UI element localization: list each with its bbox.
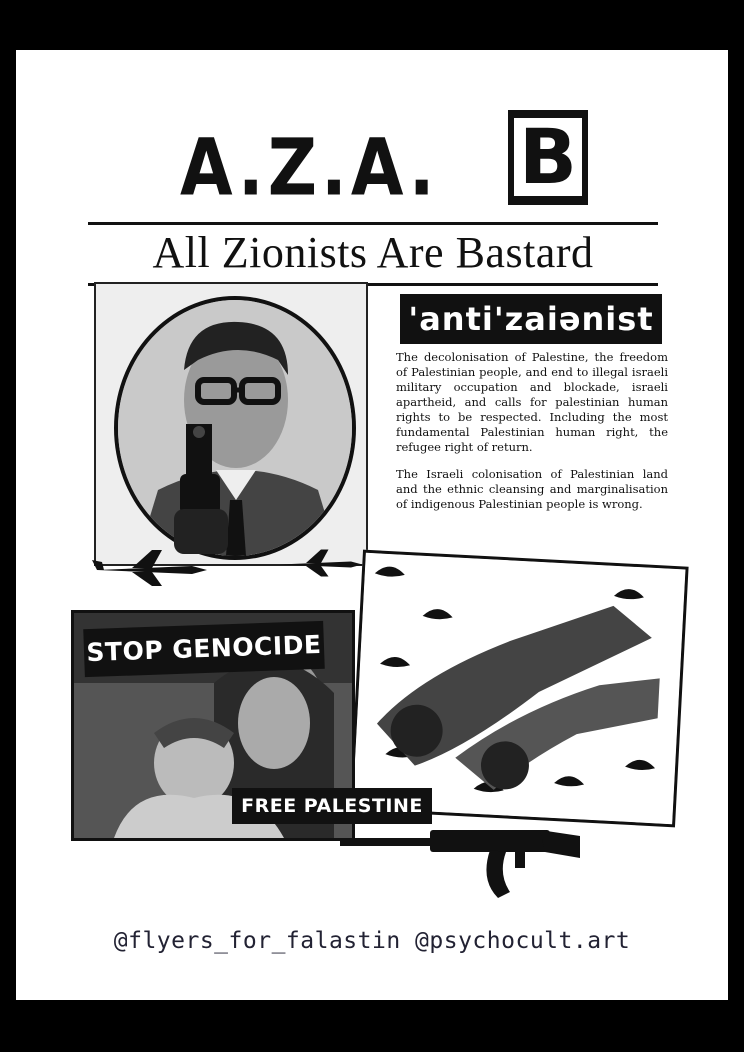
bomber-plane-icon (92, 548, 212, 588)
paragraph-1: The decolonisation of Palestine, the freedom of Palestinian people, and end to illegal israeli military occupation and blockade, israeli apartheid, and calls for palestinian human rights to be respected. Including the most fundamental Palestinian human right, the refugee right of return. (396, 350, 668, 454)
anti-zionist-label: 'anti'zaiənist (400, 294, 662, 344)
paragraph-2: The Israeli colonisation of Palestinian land and the ethnic cleansing and marginalisation of indigenous Palestinian people is wrong. (396, 467, 668, 511)
title-boxed-letter-box (508, 110, 588, 205)
doves-hands-collage (349, 550, 688, 828)
portrait-frame (94, 282, 368, 566)
title-block (166, 80, 616, 214)
portrait-photo (114, 296, 356, 560)
poster-page (16, 50, 728, 1000)
body-text (396, 350, 668, 524)
subtitle-banner (88, 222, 658, 286)
rifle-icon (340, 800, 580, 900)
stop-genocide-sticker: STOP GENOCIDE (83, 621, 325, 677)
footer-handles: @flyers_for_falastin @psychocult.art (113, 928, 631, 954)
title-boxed-letter: B (514, 118, 582, 196)
title-letters: A.Z.A. (180, 123, 439, 214)
handgun-icon (164, 424, 234, 554)
free-palestine-sticker: FREE PALESTINE (232, 788, 432, 824)
bomber-plane-icon (276, 548, 366, 578)
subtitle: All Zionists Are Bastard (152, 228, 594, 277)
